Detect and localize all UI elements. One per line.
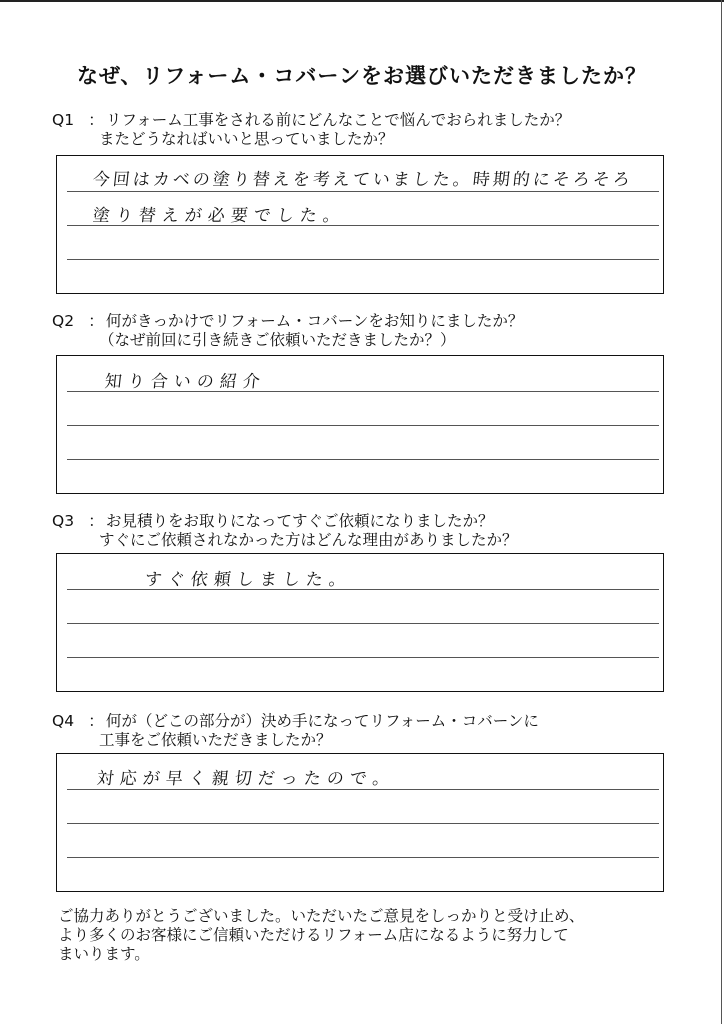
survey-title: なぜ、リフォーム・コバーンをお選びいただきましたか？ [77,64,647,88]
answer-rule [67,259,659,260]
scan-edge-right [721,0,722,1024]
question-2 [52,312,523,350]
question-colon: ： [88,512,104,530]
question-number: Q4 [52,712,75,730]
closing-line: より多くのお客様にご信頼いただけるリフォーム店になるように努力して [58,926,569,944]
answer-rule [67,857,659,858]
scan-edge-top [0,0,724,2]
question-text-line1: お見積りをお取りになってすぐご依頼になりましたか？ [106,512,494,530]
question-text-line2: またどうなればいいと思っていましたか？ [99,130,394,148]
question-text-line2: （なぜ前回に引き続きご依頼いただきましたか？） [99,331,456,349]
question-1 [52,111,570,149]
answer-rule [67,623,659,624]
handwritten-answer-line: 知り合いの紹介 [103,372,267,392]
closing-message [58,907,584,964]
question-number: Q1 [52,111,75,129]
handwritten-answer-line: 対応が早く親切だったので。 [95,769,397,789]
question-number: Q2 [52,312,75,330]
answer-box-2[interactable] [56,355,664,494]
question-text-line2: 工事をご依頼いただきましたか？ [99,731,332,749]
question-text-line1: リフォーム工事をされる前にどんなことで悩んでおられましたか？ [106,111,571,129]
answer-rule [67,789,659,790]
answer-rule [67,425,659,426]
closing-line: ご協力ありがとうございました。いただいたご意見をしっかりと受け止め、 [58,907,585,925]
question-4 [52,712,539,750]
answer-rule [67,657,659,658]
closing-line: まいります。 [58,945,150,963]
question-text-line2: すぐにご依頼されなかった方はどんな理由がありましたか？ [99,531,518,549]
answer-rule [67,459,659,460]
answer-box-1[interactable] [56,155,664,294]
question-text-line1: 何が（どこの部分が）決め手になってリフォーム・コバーンに [106,712,539,730]
handwritten-answer-line: 今回はカベの塗り替えを考えていました。時期的にそろそろ [91,170,634,190]
question-number: Q3 [52,512,75,530]
question-3 [52,512,518,550]
answer-rule [67,823,659,824]
question-colon: ： [88,712,104,730]
question-colon: ： [88,312,104,330]
handwritten-answer-line: 塗り替えが必要でした。 [91,206,347,226]
answer-box-4[interactable] [56,753,664,892]
answer-box-3[interactable] [56,553,664,692]
question-colon: ： [88,111,104,129]
answer-rule [67,191,659,192]
question-text-line1: 何がきっかけでリフォーム・コバーンをお知りにましたか？ [106,312,524,330]
handwritten-answer-line: すぐ依頼しました。 [143,570,353,590]
